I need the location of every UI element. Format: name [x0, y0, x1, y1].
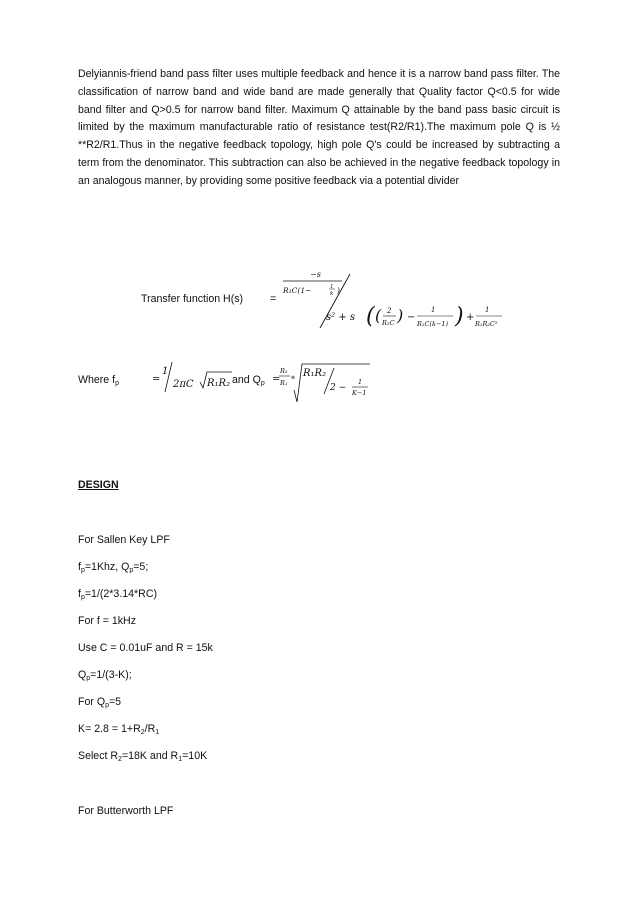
for-f-line: For f = 1kHz — [78, 615, 136, 627]
tf-s2: s² + s — [326, 312, 356, 323]
transfer-equals: = — [270, 293, 277, 305]
qp-one: 1 — [358, 378, 363, 386]
tf-minus: − — [407, 312, 416, 323]
qp-r2: R₂ — [280, 367, 288, 375]
qp-km1: K−1 — [352, 389, 367, 397]
qp-r1: R₁ — [280, 379, 288, 387]
tf-one-b: 1 — [485, 306, 490, 314]
where-label: Where $f_p$ — [78, 374, 119, 387]
transfer-function-formula — [280, 266, 510, 332]
fp-den: 2πC — [173, 379, 194, 390]
tf-k-den: k — [330, 291, 334, 297]
tf-two: 2 — [387, 307, 392, 315]
qp-two: 2 − — [330, 383, 347, 393]
fp-formula-line: $f_p=1/(2*3.14*RC)$ — [78, 588, 157, 601]
fp-formula — [150, 360, 232, 396]
k-value-line: $K= 2.8 = 1+R_2/R_1$ — [78, 723, 160, 736]
tf-r1r2c2: R₁R₂C² — [475, 320, 498, 328]
tf-close: ) — [337, 286, 340, 295]
fp-one: 1 — [162, 366, 169, 377]
butterworth-title: For Butterworth LPF — [78, 805, 174, 817]
qp-r1r2: R₁R₂ — [303, 368, 327, 379]
fp-eq: = — [152, 374, 161, 385]
qp-star: * — [291, 375, 295, 384]
and-qp-label: and $Q_p$ — [232, 374, 265, 387]
qp-formula — [272, 360, 372, 408]
tf-k-num: 1 — [330, 284, 334, 290]
select-resistors-line: Select $R_2=18K$ and $R_1=10K$ — [78, 750, 208, 763]
tf-paren-open: ( — [366, 304, 375, 329]
tf-one: 1 — [431, 306, 436, 314]
intro-paragraph: Delyiannis-friend band pass filter uses multiple feedback and hence it is a narrow band pass filter. The classification of narrow band and wide band are made generally that Quality factor Q<0.5 for wide band filter and Q>0.5 for narrow band filter. Maximum Q attainable by the band pass basic circuit is limited by the maximum manufacturable ratio of resistance test(R2/R1).The maximum pole Q is ½ **R2/R1.Thus in the negative feedback topology, high pole Q's could be increased by subtracting a term from the denominator. This subtraction can also be achieved in the negative feedback topology in an analogous manner, by providing some positive feedback via a potential divider — [78, 68, 560, 187]
tf-numerator-den: R₁C(1− — [283, 286, 312, 295]
tf-paren-inner-open: ( — [375, 306, 382, 325]
qp-formula-line: $Q_p=1/(3-K)$; — [78, 669, 132, 682]
tf-numerator: −s — [310, 270, 321, 279]
fp-spec: $f_p=1Khz$, $Q_p=5$; — [78, 561, 149, 574]
tf-r2c: R₂C — [382, 319, 395, 327]
tf-paren-inner-close: ) — [397, 306, 404, 325]
for-qp-line: For $Q_p=5$ — [78, 696, 122, 709]
use-c-line: Use C = 0.01uF and R = 15k — [78, 642, 213, 654]
design-heading: DESIGN — [78, 479, 119, 491]
tf-r1ck: R₁C(k−1) — [417, 320, 449, 328]
fp-sqrt: R₁R₂ — [207, 378, 231, 389]
tf-plus: + — [466, 312, 475, 323]
qp-eq: = — [272, 374, 281, 385]
tf-paren-close: ) — [455, 304, 464, 329]
sallen-key-title: For Sallen Key LPF — [78, 534, 170, 546]
transfer-function-label: Transfer function H(s) — [141, 293, 244, 305]
